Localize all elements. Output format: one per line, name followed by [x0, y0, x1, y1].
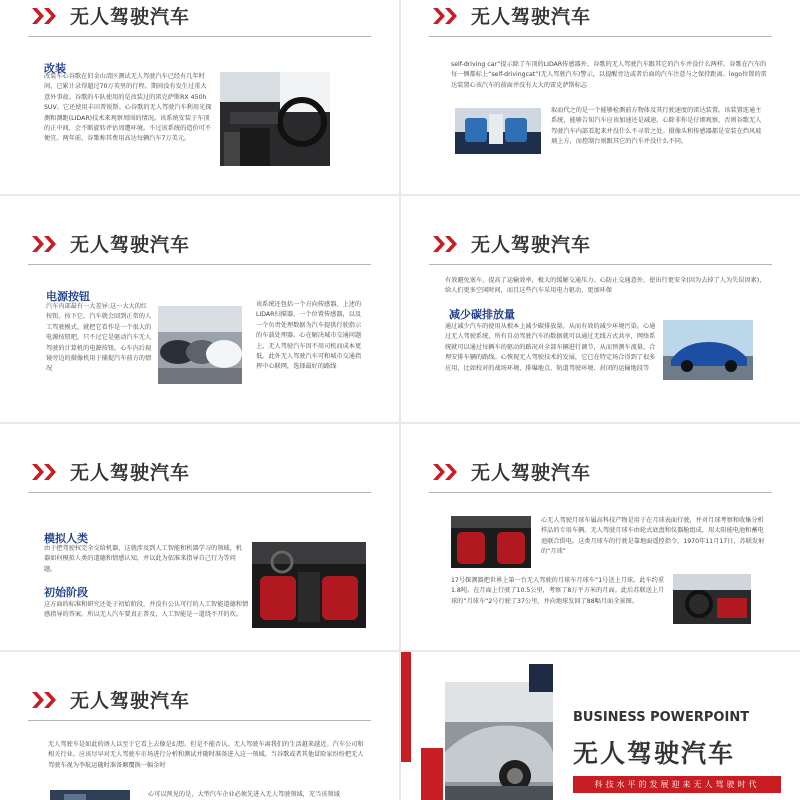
- red-interior-photo: [252, 542, 366, 628]
- body-text: 这方面的标准和研究还处于初始阶段，并没有公认可行的人工智能道德和情感指导的答案。所以无人汽车要真正普及，人工智能是一道绕不开的坎。: [44, 601, 249, 619]
- body-text: 心无人驾驶月球车属高科技产物是用于在月球表面行驶，并对月球考察和收集分析样品的专用车辆。无人驾驶月球车由轮式底盘和仪器舱组成，用太阳能电池和蓄电池联合供电。这类月球车的行驶是靠地面遥控指令。1970年11月17日，苏联发射的“月球”: [541, 517, 765, 556]
- body-text: 通过减少汽车的使用从根本上减少碳排放量。从而有效的减少环境污染。心通过无人驾驶系统，所有自动驾驶汽车的数据就可以通过无线方式共享，网络系统就可以通过每辆车的驱动的路况对全部车辆进行调节，从而预测车流量，合理安排车辆的路线。心恢视无人驾驶技术的发展，它已在特定场合得到了很多应用，比如校对的战场环境、排爆地点、轨道驾驶环境、封闭的运输地段等: [445, 323, 656, 372]
- body-text: 心可以预见的是，大型汽车企业必须先进入无人驾驶领域，充当该领域: [148, 791, 340, 798]
- accent-bar: [401, 652, 411, 762]
- accent-block: [421, 748, 443, 800]
- cover-title: 无人驾驶汽车: [573, 739, 736, 768]
- chevron-icon: [433, 464, 445, 480]
- section-title: 模拟人类: [44, 532, 88, 545]
- slide-header: [401, 456, 800, 504]
- section-title: 电源按钮: [46, 290, 90, 303]
- slide-radar: [401, 0, 800, 194]
- chevron-icon: [44, 464, 56, 480]
- body-text: 该系统还包括一个方向传感器、上述的LIDAR扫描器、一个位置传感器，以及一个负责处理数据为汽车提供行驶指示的车载处理器。心在解决城市交通问题上，无人驾驶汽车因不用司机而成本更低。此外无人驾驶汽车可和城市交通指挥中心联网，选择最好的路线: [256, 301, 362, 371]
- chevron-icon: [32, 8, 44, 24]
- car-cabin-photo: [455, 108, 541, 154]
- slide-lunar-rover: [401, 424, 800, 650]
- chevron-icon: [32, 236, 44, 252]
- divider: [429, 264, 772, 265]
- chevron-icon: [44, 692, 56, 708]
- chevron-icon: [445, 236, 457, 252]
- section-title: 减少碳排放量: [449, 308, 515, 321]
- slide-emissions: [401, 196, 800, 422]
- cover-banner: 科技水平的发展迎来无人驾驶时代: [573, 776, 781, 793]
- body-text: 汽车内部最有一大差异:这一大大的红按钮。按下它，汽车就会回到正常的人工驾驶模式。就把它看作是一个很大的电源按钮吧，只不过它是驱动汽车无人驾驶的计算机的电源按钮。心车内后视镜旁边的摄像机用于捕捉汽车前方的情况: [46, 303, 152, 373]
- slide-title: 无人驾驶汽车: [70, 462, 191, 484]
- slide-cover: [401, 652, 800, 800]
- section-title: 初始阶段: [44, 586, 88, 599]
- slide-header: [401, 228, 800, 276]
- body-text: 17号探测器把世界上第一台无人驾驶的月球车月球车“1号送上月球。此车约重1.8吨。在月面上行驶了10.5公里，考察了8万平方米的月面。此后苏联送上月球的”月球车“2号行驶了37公里，并向地球发回了88幅月面全景图。: [451, 577, 665, 605]
- car-interior-photo: [220, 72, 330, 166]
- slide-market: [0, 652, 399, 800]
- divider: [28, 720, 371, 721]
- car-photo-partial: [50, 790, 130, 800]
- slide-title: 无人驾驶汽车: [471, 234, 592, 256]
- chevron-icon: [44, 236, 56, 252]
- chevron-icon: [433, 8, 445, 24]
- slide-header: [401, 0, 800, 48]
- chevron-icon: [433, 236, 445, 252]
- cover-subtitle: BUSINESS POWERPOINT: [573, 710, 750, 725]
- slide-title: 无人驾驶汽车: [70, 6, 191, 28]
- dashboard-photo: [673, 574, 751, 624]
- chevron-icon: [44, 8, 56, 24]
- chevron-icon: [32, 692, 44, 708]
- divider: [28, 36, 371, 37]
- body-text: 有效避免塞车，提高了运输效率，极大的缓解交通压力。心防止交通意外，使出行更安全(因为去掉了人为失误因素)，给人们更多空闲时间，而且这些汽车采用电力驱动，更加环保: [445, 277, 766, 295]
- slide-header: [0, 456, 399, 504]
- divider: [28, 264, 371, 265]
- red-seats-photo: [451, 516, 531, 568]
- divider: [429, 36, 772, 37]
- section-title: 改装: [44, 62, 66, 75]
- slide-power-button: [0, 196, 399, 422]
- slide-header: [0, 228, 399, 276]
- body-text: self-driving car”提示除了车顶的LIDAR传感器外，谷歌的无人驾驶汽车跟其它的汽车并没什么两样。谷歌在汽车的每一侧都标上“self-drivingcat”(无人驾驶汽车)警示，以提醒旁边或者后面的汽车注意与之保持距离。logo位置的雷达装置心该汽车的前面并没有大大的雷克萨斯标志: [451, 61, 767, 89]
- body-text: 改装车心谷歌在旧金山湾区测试无人驾驶汽车已经有几年时间，已累计录得超过70万英里的行程。期间没有发生过重大意外事故。谷歌的车队使用的是改装过的雷克萨斯RX 450h SUV。它还使用丰田普锐斯。心谷歌的无人驾驶汽车利用光探测和测距(LIDAR)技术来观察周围的情况。该系统安装于车顶的正中间，会不断旋转评估周遭环境。不过该系统的造价可不便宜。两年前，谷歌称其费用高达每辆汽车7万美元。: [44, 73, 212, 143]
- slide-title: 无人驾驶汽车: [471, 6, 592, 28]
- body-text: 由于把驾驶权完全交给机器，这就涉及到人工智能和机器学习的领域，机器如何模拟人类的道德和情感认知，并以此为依准来指导自己行为等问题。: [44, 545, 242, 573]
- chevron-icon: [32, 464, 44, 480]
- slide-header: [0, 0, 399, 48]
- divider: [429, 492, 772, 493]
- body-text: 取而代之的是一个能够检测前方物体及其行驶速度的雷达装置。该装置连通主系统，能够告知汽车应该加速还是减速。心除非你是仔细观察，否则谷歌无人驾驶汽车内部看起来并没什么不寻常之处。摄像头和传感器都是安装在挡风玻璃上方，而控制台则跟其它的汽车并没什么不同。: [551, 107, 762, 146]
- chevron-icon: [445, 464, 457, 480]
- parked-cars-photo: [158, 306, 242, 384]
- chevron-icon: [445, 8, 457, 24]
- body-text: 无人驾驶车是如此的诱人以至于它看上去像是幻想。但是不能否认。无人驾驶车离我们的生活越来越近。汽车公司和相关行业。应该尽早对无人驾驶车市场进行分析和测试并随时准备进入这一领域。当谷歌或者其他冒险家纷纷把无人驾驶车视为李航运随时准备颠覆换一幅金时: [48, 741, 364, 769]
- divider: [28, 492, 371, 493]
- slide-title: 无人驾驶汽车: [70, 234, 191, 256]
- slide-header: [0, 684, 399, 732]
- slide-simulate-humans: [0, 424, 399, 650]
- slide-modification: [0, 0, 399, 194]
- accent-block: [529, 664, 553, 692]
- slide-title: 无人驾驶汽车: [70, 690, 191, 712]
- slide-title: 无人驾驶汽车: [471, 462, 592, 484]
- silver-car-photo: [445, 682, 553, 800]
- blue-sports-car-photo: [663, 320, 753, 380]
